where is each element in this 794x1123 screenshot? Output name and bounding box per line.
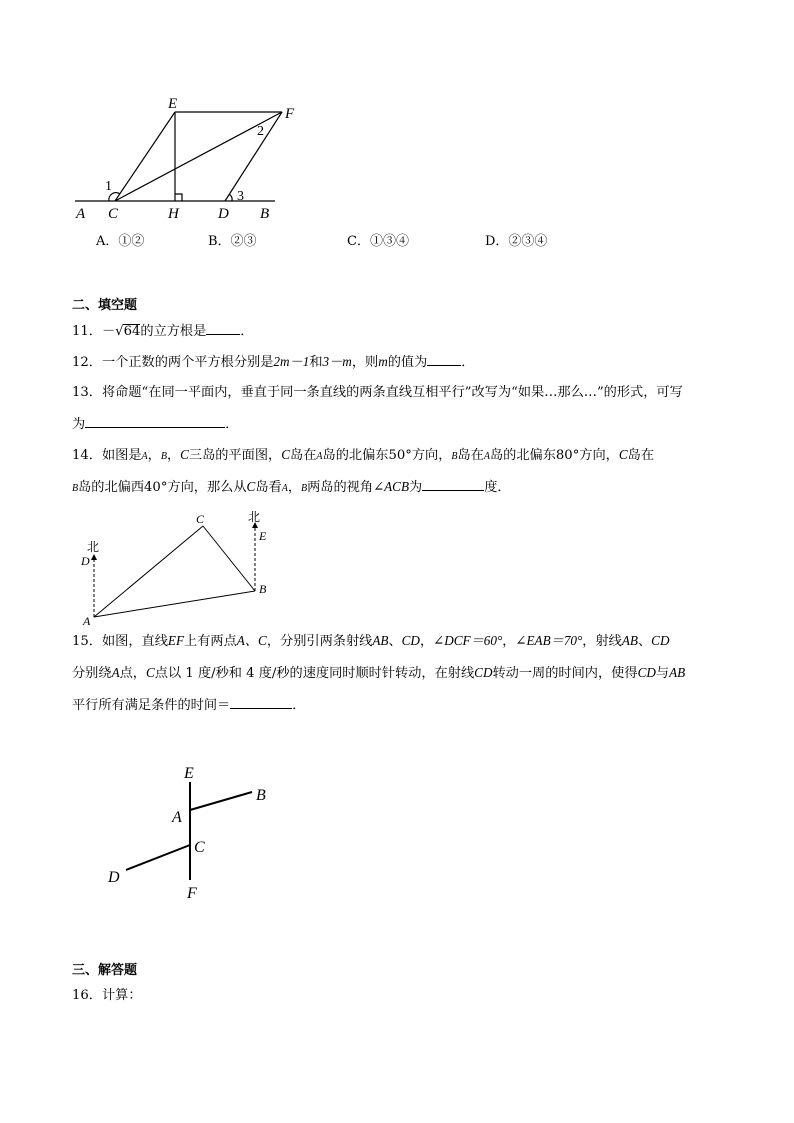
q14-var-a: A — [316, 451, 323, 462]
section-heading-solve: 三、解答题 — [72, 963, 138, 978]
q14-answer-blank[interactable] — [422, 478, 484, 491]
option-b: B．②③ — [208, 234, 257, 249]
q12-end: ． — [461, 355, 475, 370]
segment-cb — [203, 526, 255, 591]
label-f: F — [187, 885, 197, 902]
q14-sep-2: ， — [166, 448, 181, 463]
q11-text: 的立方根是 — [140, 324, 207, 339]
q14-var-b: B — [160, 451, 167, 462]
q14-var-b: B — [72, 483, 79, 494]
question-16: 16．计算： — [72, 988, 142, 1003]
sqrt-sign: √ — [115, 324, 124, 339]
q15-var: CD — [401, 633, 420, 648]
q15-var: AB — [372, 633, 389, 648]
question-13-line-1: 13．将命题“在同一平面内，垂直于同一条直线的两条直线互相平行”改写为“如果…那么…”的形式，可写 — [72, 385, 683, 400]
q13-text-2: 为 — [72, 417, 86, 432]
q14-var-c: C — [246, 479, 256, 494]
q15-var: CD — [637, 665, 656, 680]
q14-var-b: B — [451, 451, 458, 462]
q13-end: ． — [225, 417, 239, 432]
q15-text: 分别绕 — [72, 666, 112, 681]
q12-text-1: 一个正数的两个平方根分别是 — [101, 355, 274, 370]
label-b: B — [259, 582, 267, 596]
q14-var-b: B — [301, 483, 308, 494]
q12-text-3: 的值为 — [387, 355, 428, 370]
segment-ce — [115, 112, 175, 201]
figure-islands — [72, 505, 282, 630]
q15-text: 15．如图，直线 — [72, 634, 168, 649]
q15-text: ， — [419, 634, 434, 649]
q15-text: 、 — [388, 634, 402, 649]
q15-var: EF — [167, 633, 185, 648]
q14-text: 方向， — [579, 448, 619, 463]
option-a: A．①② — [96, 234, 145, 249]
right-angle-mark — [175, 194, 182, 201]
segment-fd — [225, 112, 282, 201]
q14-text: 岛在 — [627, 448, 655, 463]
q15-angle-eab: ∠EAB＝70° — [515, 633, 583, 648]
q14-text: 岛在 — [457, 448, 484, 463]
question-14-line-2 — [72, 478, 511, 498]
q15-var: CD — [474, 665, 493, 680]
q11-radicand: 64 — [123, 324, 141, 339]
q12-text-2: ，则 — [351, 355, 379, 370]
label-b: B — [260, 206, 270, 222]
q14-text: 岛的北偏东 — [322, 448, 389, 463]
q14-text: 方向， — [411, 448, 452, 463]
q14-text: 岛的北偏东 — [489, 448, 556, 463]
angle-label-1: 1 — [105, 179, 112, 194]
q14-text: 两岛的视角 — [307, 480, 374, 495]
label-h: H — [168, 206, 179, 222]
question-15-line-2 — [72, 664, 685, 683]
q14-angle-1: 50° — [388, 448, 412, 463]
q15-text: 转动一周的时间内，使得 — [492, 666, 638, 681]
q14-text: 14．如图是 — [72, 448, 142, 463]
q14-var-c: C — [618, 447, 628, 462]
question-14-line-1 — [72, 446, 654, 466]
label-a: A — [172, 809, 182, 826]
question-13-line-2 — [72, 415, 238, 434]
q15-text: 平行所有满足条件的时间＝ — [72, 698, 231, 713]
q15-var: AB — [669, 665, 686, 680]
q11-number: 11． — [72, 324, 102, 339]
label-a: A — [76, 206, 86, 222]
q13-answer-blank[interactable] — [85, 415, 225, 428]
q15-var: CD — [651, 633, 670, 648]
q15-var: A、C — [236, 633, 267, 648]
segment-ab — [94, 591, 255, 617]
q15-angle-dcf: ∠DCF＝60° — [433, 633, 503, 648]
q14-var-c: C — [180, 447, 189, 462]
q14-var-a: A — [281, 483, 288, 494]
q14-text: 岛的北偏西 — [78, 480, 145, 495]
q14-text: 为 — [409, 480, 423, 495]
label-f: F — [285, 106, 295, 122]
q12-expr-2: 3－m — [322, 354, 352, 369]
q15-text: 点， — [119, 666, 146, 681]
question-12 — [72, 353, 474, 372]
label-c: C — [196, 512, 205, 526]
q12-number: 12． — [72, 355, 102, 370]
north-label-a: 北 — [87, 540, 100, 554]
q15-text: 、 — [637, 634, 652, 649]
q14-angle-acb: ∠ACB — [373, 479, 410, 494]
segment-ac — [94, 526, 203, 617]
q11-answer-blank[interactable] — [206, 322, 240, 335]
label-e: E — [168, 96, 178, 112]
q15-text: ，分别引两条射线 — [266, 634, 373, 649]
label-e: E — [259, 529, 267, 543]
q14-var-a: A — [483, 451, 490, 462]
q15-text: ，射线 — [582, 634, 622, 649]
q15-text: 与 — [655, 666, 670, 681]
q12-var: m — [378, 354, 388, 369]
q14-text: 三岛的平面图， — [188, 448, 282, 463]
question-15-line-1 — [72, 632, 670, 651]
q14-text: 方向，那么从 — [167, 480, 247, 495]
q15-var: C — [146, 665, 155, 680]
q14-var-c: C — [281, 447, 291, 462]
ray-ab — [190, 792, 252, 810]
q14-angle-3: 40° — [144, 480, 168, 495]
q12-and: 和 — [309, 355, 323, 370]
q15-text: 上有两点 — [184, 634, 237, 649]
figure-rays — [100, 760, 280, 905]
angle-label-3: 3 — [237, 189, 244, 204]
label-e: E — [184, 765, 194, 782]
q11-minus: － — [101, 324, 116, 339]
q14-text: 岛看 — [255, 480, 282, 495]
question-15-line-3 — [72, 696, 305, 715]
q15-text: ， — [502, 634, 516, 649]
q14-var-a: A — [141, 451, 148, 462]
q14-sep: ， — [147, 448, 161, 463]
q15-var: A — [111, 665, 120, 680]
north-label-b: 北 — [248, 510, 261, 524]
label-d: D — [81, 554, 90, 568]
section-heading-fill-blank: 二、填空题 — [72, 298, 138, 313]
ray-cd — [126, 845, 190, 870]
q14-text: 岛在 — [290, 448, 317, 463]
figure-parallelogram — [60, 90, 300, 230]
label-b: B — [256, 787, 266, 804]
label-a: A — [83, 614, 91, 628]
q14-end: 度． — [484, 480, 511, 495]
q15-end: ． — [292, 698, 306, 713]
q14-text: ， — [287, 480, 302, 495]
q11-end: ． — [240, 324, 254, 339]
q12-expr-1: 2m－1 — [273, 354, 310, 369]
label-c: C — [108, 206, 119, 222]
option-c: C．①③④ — [347, 234, 409, 249]
label-d: D — [218, 206, 229, 222]
angle-3-arc — [229, 194, 232, 201]
label-c: C — [194, 839, 205, 856]
label-d: D — [108, 869, 120, 886]
q14-angle-2: 80° — [555, 448, 580, 463]
angle-label-2: 2 — [257, 124, 264, 139]
q15-var: AB — [621, 633, 638, 648]
q15-answer-blank[interactable] — [230, 696, 292, 709]
q12-answer-blank[interactable] — [427, 353, 461, 366]
q15-text: 点以 1 度/秒和 4 度/秒的速度同时顺时针转动，在射线 — [154, 666, 475, 681]
option-d: D．②③④ — [485, 234, 548, 249]
question-11 — [72, 322, 253, 341]
